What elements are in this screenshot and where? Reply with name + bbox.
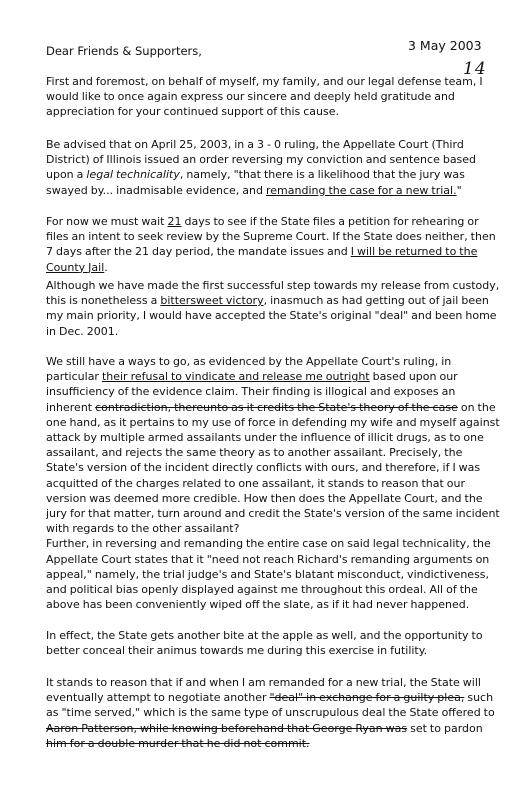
text-run: set to pardon xyxy=(407,721,483,735)
text-run: , namely, "that there is a likelihood that the jury was swayed by... inadmisable evidence, and xyxy=(46,168,465,197)
underlined-text: their refusal to vindicate and release me outright xyxy=(101,370,370,384)
struck-text: Aaron Patterson, while knowing beforehand that George Ryan was xyxy=(46,721,408,735)
paragraph-appellate-ruling xyxy=(46,137,502,198)
text-run: Further, in reversing and remanding the entire case on said legal technicality, the Appellate Court states that it "need not reach Richard's remanding arguments on appeal," namely, the trial judge's and State's blatant misconduct, vindictiveness, and political bias openly displayed against me throughout this ordeal. All of the above has been conveniently wiped off the slate, as if it had never happened. xyxy=(46,537,491,612)
struck-text: contradiction, thereunto as it credits the State's theory of the case xyxy=(95,400,458,414)
struck-text: him for a double murder that he did not commit. xyxy=(46,736,310,750)
underlined-text: remanding the case for a new trial. xyxy=(266,183,457,197)
text-run: For now we must wait xyxy=(46,215,168,228)
text-run: on the one hand, as it pertains to my use of force in defending my wife and myself against attack by multiple armed assailants under the influence of illicit drugs, as to one assailant, and rejects the same theory as to another assailant. Precisely, the State's version of the incident directly conflicts with ours, and therefore, if I was acquitted of the charges related to one assailant, it stands to reason that our version was deemed more credible. How then does the Appellate Court, and the jury for that matter, turn around and credit the State's version of the same incident with regards to the other assailant? xyxy=(46,400,500,536)
text-run: days to see if the State files a petition for rehearing or files an intent to seek review by the Supreme Court. If the State does neither, then 7 days after the 21 day period, the mandate issues and xyxy=(46,215,496,259)
text-run: It stands to reason that if and when I am remanded for a new trial, the State will eventually attempt to negotiate another xyxy=(46,676,481,705)
italic-text: legal technicality xyxy=(86,168,180,182)
underlined-text: 21 xyxy=(167,215,182,228)
struck-text: "deal" in exchange for a guilty plea, xyxy=(269,691,465,705)
paragraph-new-trial-deal xyxy=(46,675,502,751)
text-run: " xyxy=(456,183,462,197)
paragraph-waiting-period xyxy=(46,214,502,275)
text-run: such as "time served," which is the same type of unscrupulous deal the State offered to xyxy=(46,691,495,720)
text-run: . xyxy=(104,260,108,274)
paragraph-another-bite: In effect, the State gets another bite at the apple as well, and the opportunity to better conceal their animus towards me during this exercise in futility. xyxy=(46,629,483,658)
text-run: , inasmuch as had getting out of jail been my main priority, I would have accepted the State's original "deal" and been home in Dec. 2001. xyxy=(46,294,497,338)
text-run: based upon our insufficiency of the evidence claim. Their finding is illogical and exposes an inherent xyxy=(46,370,458,414)
text-run: Although we have made the first successful step towards my release from custody, this is nonetheless a xyxy=(46,279,500,308)
text-run: Be advised that on April 25, 2003, in a 3 - 0 ruling, the Appellate Court (Third District) of Illinois issued an order reversing my conviction and sentence based upon a xyxy=(46,138,477,182)
paragraph-court-contradiction xyxy=(46,354,502,612)
underlined-text: bittersweet victory xyxy=(160,294,264,308)
text-run: We still have a ways to go, as evidenced by the Appellate Court's ruling, in particular xyxy=(46,355,452,384)
paragraph-bittersweet-victory xyxy=(46,278,502,339)
salutation: Dear Friends & Supporters, xyxy=(46,44,202,58)
handwritten-page-number: 14 xyxy=(463,59,487,79)
paragraph-gratitude: First and foremost, on behalf of myself, my family, and our legal defense team, I would like to once again express our sincere and deeply held gratitude and appreciation for your continued support of this cause. xyxy=(46,75,483,119)
letter-date: 3 May 2003 xyxy=(408,38,482,53)
underlined-text: I will be returned to the County Jail xyxy=(46,245,478,274)
